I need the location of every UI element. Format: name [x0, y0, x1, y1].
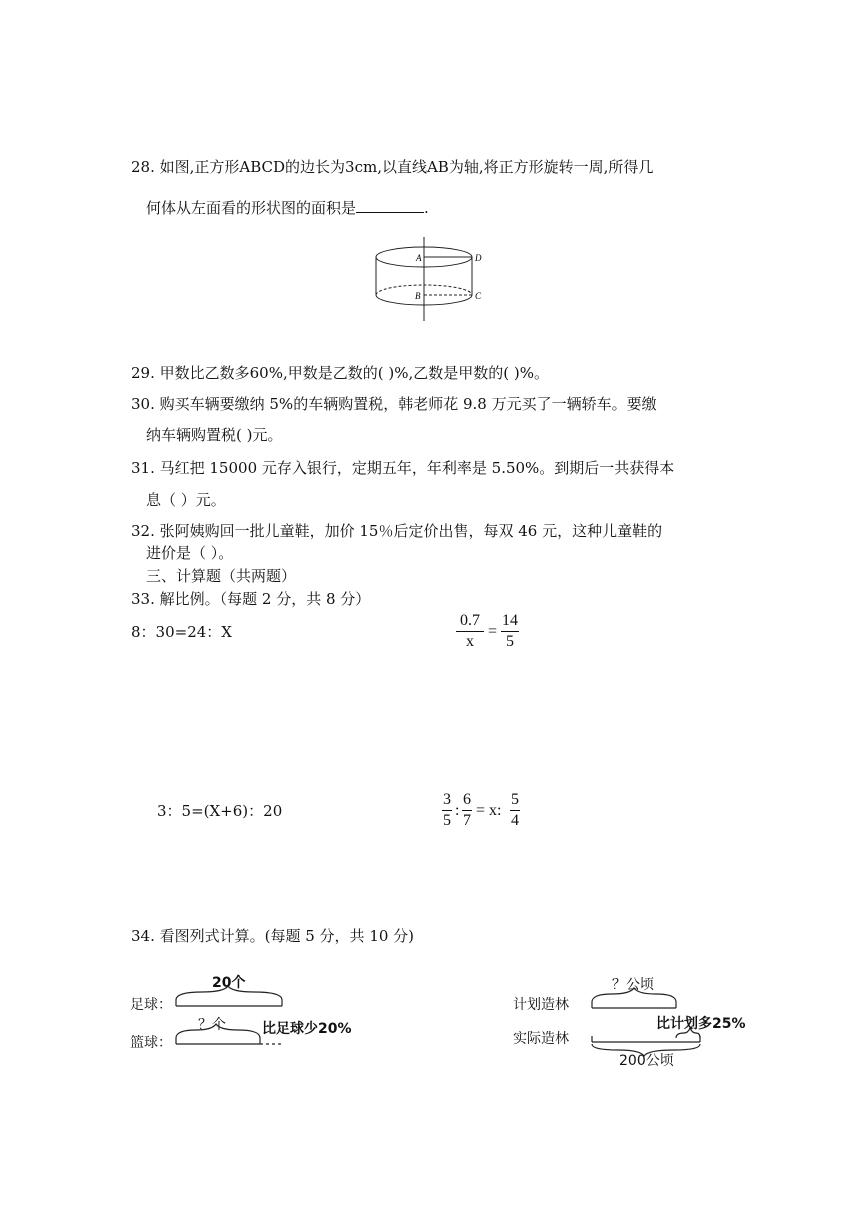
numerator: 3 — [443, 791, 451, 808]
bar-diagram-left — [172, 986, 292, 1056]
compare-label-left: 比足球少20% — [262, 1021, 352, 1037]
denominator: 5 — [506, 633, 514, 650]
q28-line2 — [146, 198, 429, 218]
fraction-0.7-over-x — [456, 612, 484, 651]
fraction-5-over-4 — [510, 791, 520, 830]
equals-x-colon: = x: — [476, 802, 502, 819]
bar-diagram-right — [588, 988, 708, 1058]
top-label-right: ？公顷 — [612, 977, 654, 993]
question-label-left: ？个 — [198, 1017, 226, 1033]
q28-line2-end: . — [424, 199, 429, 217]
ratio-colon: : — [455, 802, 460, 819]
equals-sign: = — [488, 623, 498, 640]
numerator: 6 — [463, 791, 471, 808]
q29-line: 29. 甲数比乙数多60%,甲数是乙数的( )%,乙数是甲数的( )%。 — [131, 364, 549, 382]
q32-line1: 32. 张阿姨购回一批儿童鞋，加价 15％后定价出售，每双 46 元，这种儿童鞋的 — [131, 522, 663, 540]
q33-eq1: 8：30=24：X — [131, 623, 232, 641]
q28-line1: 28. 如图,正方形ABCD的边长为3cm,以直线AB为轴,将正方形旋转一周,所得几 — [131, 158, 654, 176]
fraction-3-over-5 — [442, 791, 452, 830]
section-title: 三、计算题（共两题） — [146, 567, 297, 585]
denominator: 4 — [511, 812, 519, 829]
denominator: x — [466, 633, 474, 650]
label-d: D — [475, 253, 482, 263]
label-b: B — [415, 291, 421, 301]
denominator: 7 — [463, 812, 471, 829]
row-planned: 计划造林 — [513, 997, 569, 1013]
q31-line2: 息（ ）元。 — [146, 491, 226, 509]
q33-eq3: 3：5=(X+6)：20 — [157, 802, 283, 820]
cylinder-figure — [372, 237, 492, 327]
answer-blank — [356, 198, 424, 213]
label-c: C — [475, 291, 482, 301]
label-a: A — [416, 253, 422, 263]
fraction-6-over-7 — [462, 791, 472, 830]
q31-line1: 31. 马红把 15000 元存入银行，定期五年，年利率是 5.50%。到期后一共获得本 — [131, 459, 675, 477]
denominator: 5 — [443, 812, 451, 829]
numerator: 14 — [502, 612, 518, 629]
fraction-14-over-5 — [501, 612, 519, 651]
q33-title: 33. 解比例。（每题 2 分，共 8 分） — [131, 590, 371, 608]
row-actual: 实际造林 — [513, 1031, 569, 1047]
row-football: 足球： — [130, 997, 172, 1013]
q34-title: 34. 看图列式计算。(每题 5 分，共 10 分) — [131, 927, 415, 945]
top-label-20: 20个 — [212, 975, 246, 991]
compare-label-right: 比计划多25% — [656, 1016, 746, 1032]
numerator: 5 — [511, 791, 519, 808]
q28-line2-text: 何体从左面看的形状图的面积是 — [146, 199, 357, 217]
bottom-label-right: 200公顷 — [619, 1053, 674, 1069]
q32-line2: 进价是（ ）。 — [146, 544, 234, 562]
q30-line2: 纳车辆购置税( )元。 — [146, 426, 283, 444]
q30-line1: 30. 购买车辆要缴纳 5%的车辆购置税，韩老师花 9.8 万元买了一辆轿车。要缴 — [131, 395, 657, 413]
row-basketball: 篮球： — [130, 1035, 172, 1051]
numerator: 0.7 — [460, 612, 480, 629]
